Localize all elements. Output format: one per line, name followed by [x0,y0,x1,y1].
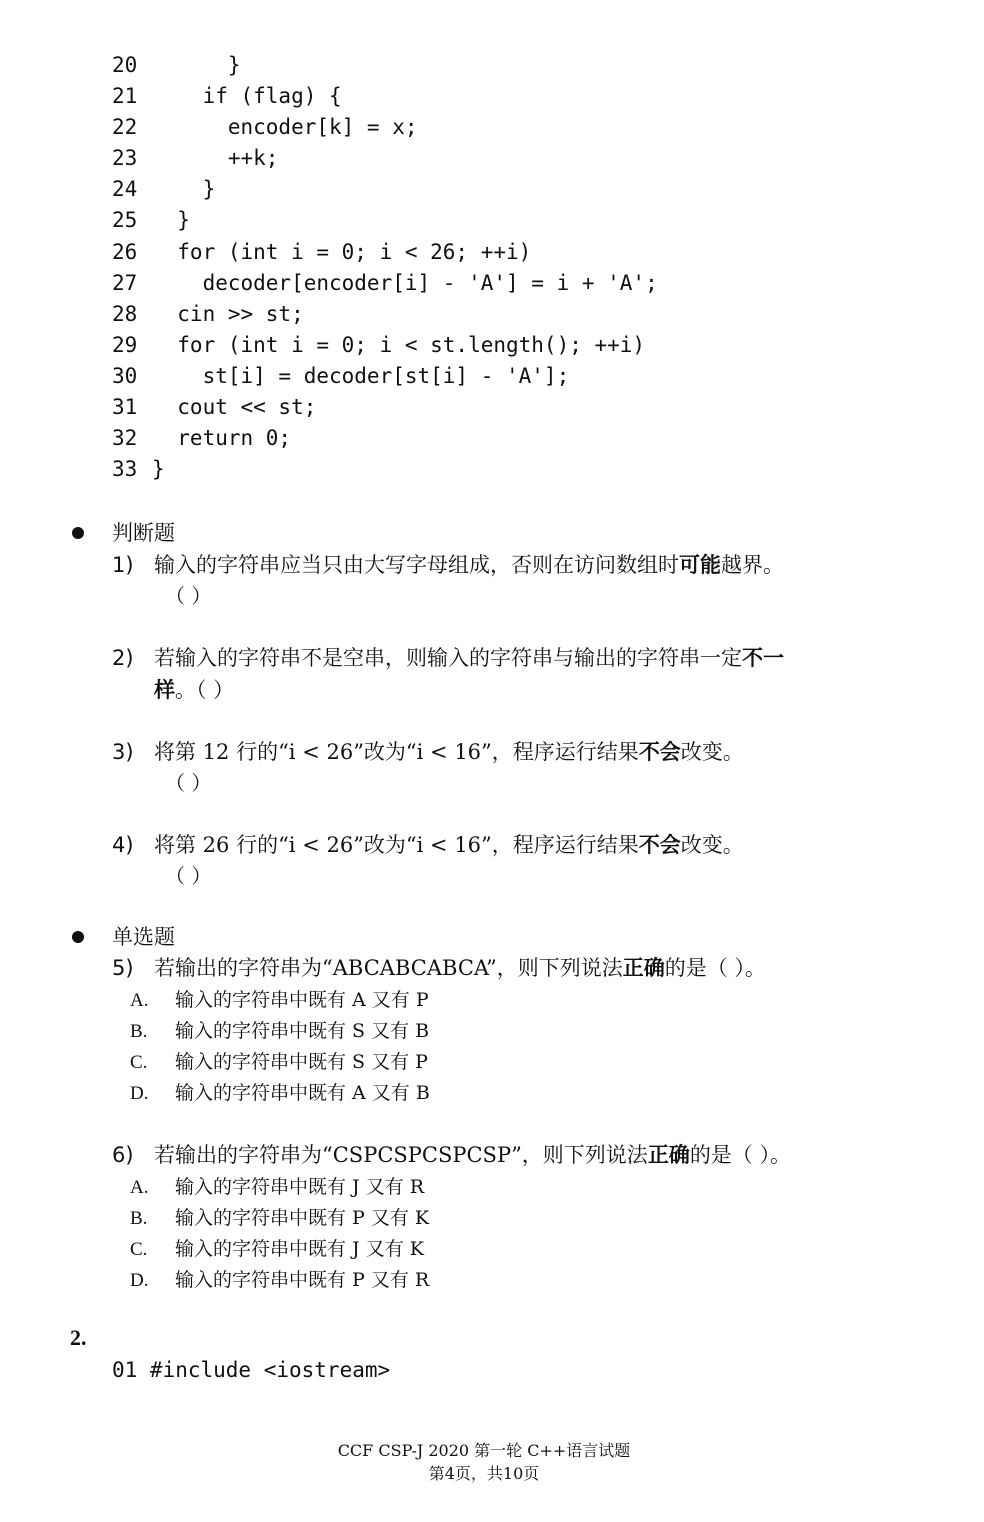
question-number: 3) [112,740,134,764]
code-line: 25 } [112,208,190,233]
option-d: D. 输入的字符串中既有 A 又有 B [130,1082,430,1104]
code-line: 33 } [112,457,165,482]
code-line: 32 return 0; [112,426,292,451]
code-line: 24 } [112,177,216,202]
question-6: 6) 若输出的字符串为“CSPCSPCSPCSP”，则下列说法正确的是（ ）。 [112,1139,882,1171]
option-a: A. 输入的字符串中既有 A 又有 P [130,989,429,1011]
option-b: B. 输入的字符串中既有 P 又有 K [130,1207,430,1229]
code-line: 31 cout << st; [112,395,317,420]
code-line: 27 decoder[encoder[i] - 'A'] = i + 'A'; [112,270,658,295]
option-a: A. 输入的字符串中既有 J 又有 R [130,1176,425,1198]
section-title-judge: 判断题 [112,521,175,545]
question-number: 6) [112,1143,134,1167]
option-d: D. 输入的字符串中既有 P 又有 R [130,1269,430,1291]
answer-paren: （ ） [165,584,212,608]
answer-paren: （ ） [165,864,212,888]
page-number: 第4页，共10页 [428,1464,540,1483]
question-number: 1) [112,553,134,577]
option-c: C. 输入的字符串中既有 S 又有 P [130,1051,428,1073]
code-line: 21 if (flag) { [112,84,342,109]
footer-title: CCF CSP-J 2020 第一轮 C++语言试题 [337,1441,631,1460]
option-c: C. 输入的字符串中既有 J 又有 K [130,1238,424,1260]
code-line: 29 for (int i = 0; i < st.length(); ++i) [112,332,646,357]
question-5: 5) 若输出的字符串为“ABCABCABCA”，则下列说法正确的是（ ）。 [112,952,882,984]
bullet-icon [72,931,84,943]
question-2: 2) 若输入的字符串不是空串，则输入的字符串与输出的字符串一定不一 样。（ ） [112,645,784,702]
code-line: 20 } [112,53,241,77]
code-block [112,50,658,485]
question-3: 3) 将第 12 行的“i < 26”改为“i < 16”，程序运行结果不会改变。 [112,736,882,768]
code-line: 28 cin >> st; [112,301,304,326]
code-line: 01 #include <iostream> [112,1358,391,1382]
code-line: 23 ++k; [112,146,279,171]
section-heading: 2. [70,1325,87,1350]
bullet-icon [72,527,84,539]
question-4: 4) 将第 26 行的“i < 26”改为“i < 16”，程序运行结果不会改变。 [112,829,882,861]
question-number: 5) [112,956,134,980]
question-1: 1) 输入的字符串应当只由大写字母组成，否则在访问数组时可能越界。 [112,549,882,581]
code-line: 22 encoder[k] = x; [112,115,418,140]
section-title-choice: 单选题 [112,925,175,949]
code-line: 30 st[i] = decoder[st[i] - 'A']; [112,363,570,388]
answer-paren: （ ） [165,771,212,795]
option-b: B. 输入的字符串中既有 S 又有 B [130,1020,430,1042]
code-line: 26 for (int i = 0; i < 26; ++i) [112,239,532,264]
question-number: 2) [112,646,134,670]
question-number: 4) [112,833,134,857]
